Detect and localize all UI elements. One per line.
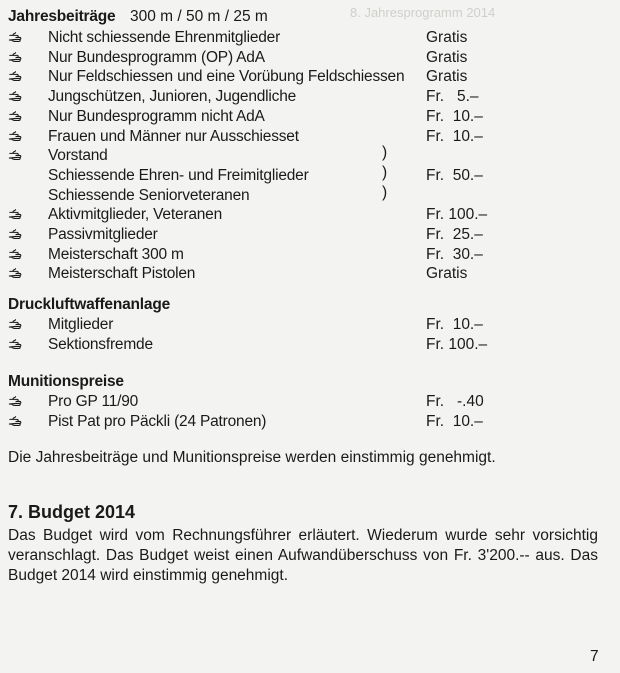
list-item (8, 67, 608, 87)
page-number: 7 (590, 648, 599, 665)
item-price: Fr. 5.– (426, 88, 479, 106)
list-item (8, 127, 608, 147)
item-price: Fr. 10.– (426, 107, 483, 125)
pointing-hand-icon (8, 107, 28, 127)
pointing-hand-icon (8, 412, 28, 432)
item-label: Aktivmitglieder, Veteranen (48, 206, 223, 224)
item-label: Jungschützen, Junioren, Jugendliche (48, 88, 297, 106)
list-item (8, 264, 608, 284)
backthrough-heading: 8. Jahresprogramm 2014 (350, 5, 496, 20)
item-price: Gratis (426, 29, 468, 46)
pointing-hand-icon (8, 315, 28, 335)
item-label: Meisterschaft 300 m (48, 245, 184, 263)
item-price: Fr. 10.– (426, 413, 483, 430)
ammo-heading: Munitionspreise (8, 373, 124, 390)
item-label: Nur Bundesprogramm (OP) AdA (48, 48, 265, 66)
pointing-hand-icon (8, 146, 28, 166)
item-price: Fr. 10.– (426, 127, 483, 145)
list-item (8, 48, 608, 68)
list-item (8, 146, 608, 166)
pointing-hand-icon (8, 335, 28, 355)
pointing-hand-icon (8, 264, 28, 284)
item-label: Schiessende Seniorveteranen (48, 186, 250, 204)
pointing-hand-icon (8, 245, 28, 265)
item-label: Frauen und Männer nur Ausschiesset (48, 127, 299, 145)
item-price: Gratis (426, 68, 468, 86)
item-price: Fr. 100.– (426, 336, 488, 353)
item-price: Gratis (426, 48, 468, 66)
item-price: Fr. 10.– (426, 316, 483, 333)
item-label: Nur Bundesprogramm nicht AdA (48, 107, 265, 125)
list-item (8, 205, 608, 225)
item-label: Passivmitglieder (48, 226, 158, 243)
budget-text: Das Budget wird vom Rechnungsführer erläutert. Wiederum wurde sehr vorsichtig veranschlagt. Das Budget weist einen Aufwandüberschuss von Fr. 3'200.-- aus. Das Budget 2014 wird einstimmig genehmigt. (8, 527, 598, 584)
item-price: Fr. 100.– (426, 206, 488, 224)
list-item (8, 392, 608, 412)
list-item (8, 412, 608, 432)
pointing-hand-icon (8, 127, 28, 147)
pointing-hand-icon (8, 87, 28, 107)
approval-text: Die Jahresbeiträge und Munitionspreise werden einstimmig genehmigt. (8, 449, 496, 466)
list-item (8, 107, 608, 127)
brace-bottom: ) (382, 184, 388, 201)
list-item (8, 245, 608, 265)
list-item (8, 166, 608, 186)
item-label: Vorstand (48, 147, 108, 165)
pointing-hand-icon (8, 28, 28, 48)
list-item (8, 28, 608, 48)
brace-mid: ) (382, 164, 388, 181)
list-item (8, 335, 608, 355)
list-item (8, 87, 608, 107)
item-label: Pist Pat pro Päckli (24 Patronen) (48, 413, 267, 430)
item-label: Schiessende Ehren- und Freimitglieder (48, 166, 309, 184)
item-price: Gratis (426, 265, 468, 283)
list-item (8, 315, 608, 335)
item-price: Fr. 30.– (426, 245, 483, 263)
budget-heading: 7. Budget 2014 (8, 502, 136, 522)
item-label: Meisterschaft Pistolen (48, 265, 196, 283)
pointing-hand-icon (8, 392, 28, 412)
pointing-hand-icon (8, 225, 28, 245)
item-label: Nur Feldschiessen und eine Vorübung Feldschiessen (48, 68, 405, 86)
list-item (8, 186, 608, 206)
item-label: Nicht schiessende Ehrenmitglieder (48, 29, 281, 46)
item-price: Fr. 25.– (426, 226, 483, 243)
fees-subheading: 300 m / 50 m / 25 m (130, 8, 268, 25)
fees-heading: Jahresbeiträge (8, 8, 116, 25)
air-heading: Druckluftwaffenanlage (8, 296, 171, 313)
pointing-hand-icon (8, 205, 28, 225)
item-label: Mitglieder (48, 316, 114, 333)
list-item (8, 225, 608, 245)
item-label: Sektionsfremde (48, 336, 153, 353)
item-price: Fr. 50.– (426, 166, 483, 184)
brace-top: ) (382, 144, 388, 161)
item-price: Fr. -.40 (426, 393, 484, 410)
item-label: Pro GP 11/90 (48, 393, 139, 410)
pointing-hand-icon (8, 67, 28, 87)
pointing-hand-icon (8, 48, 28, 68)
